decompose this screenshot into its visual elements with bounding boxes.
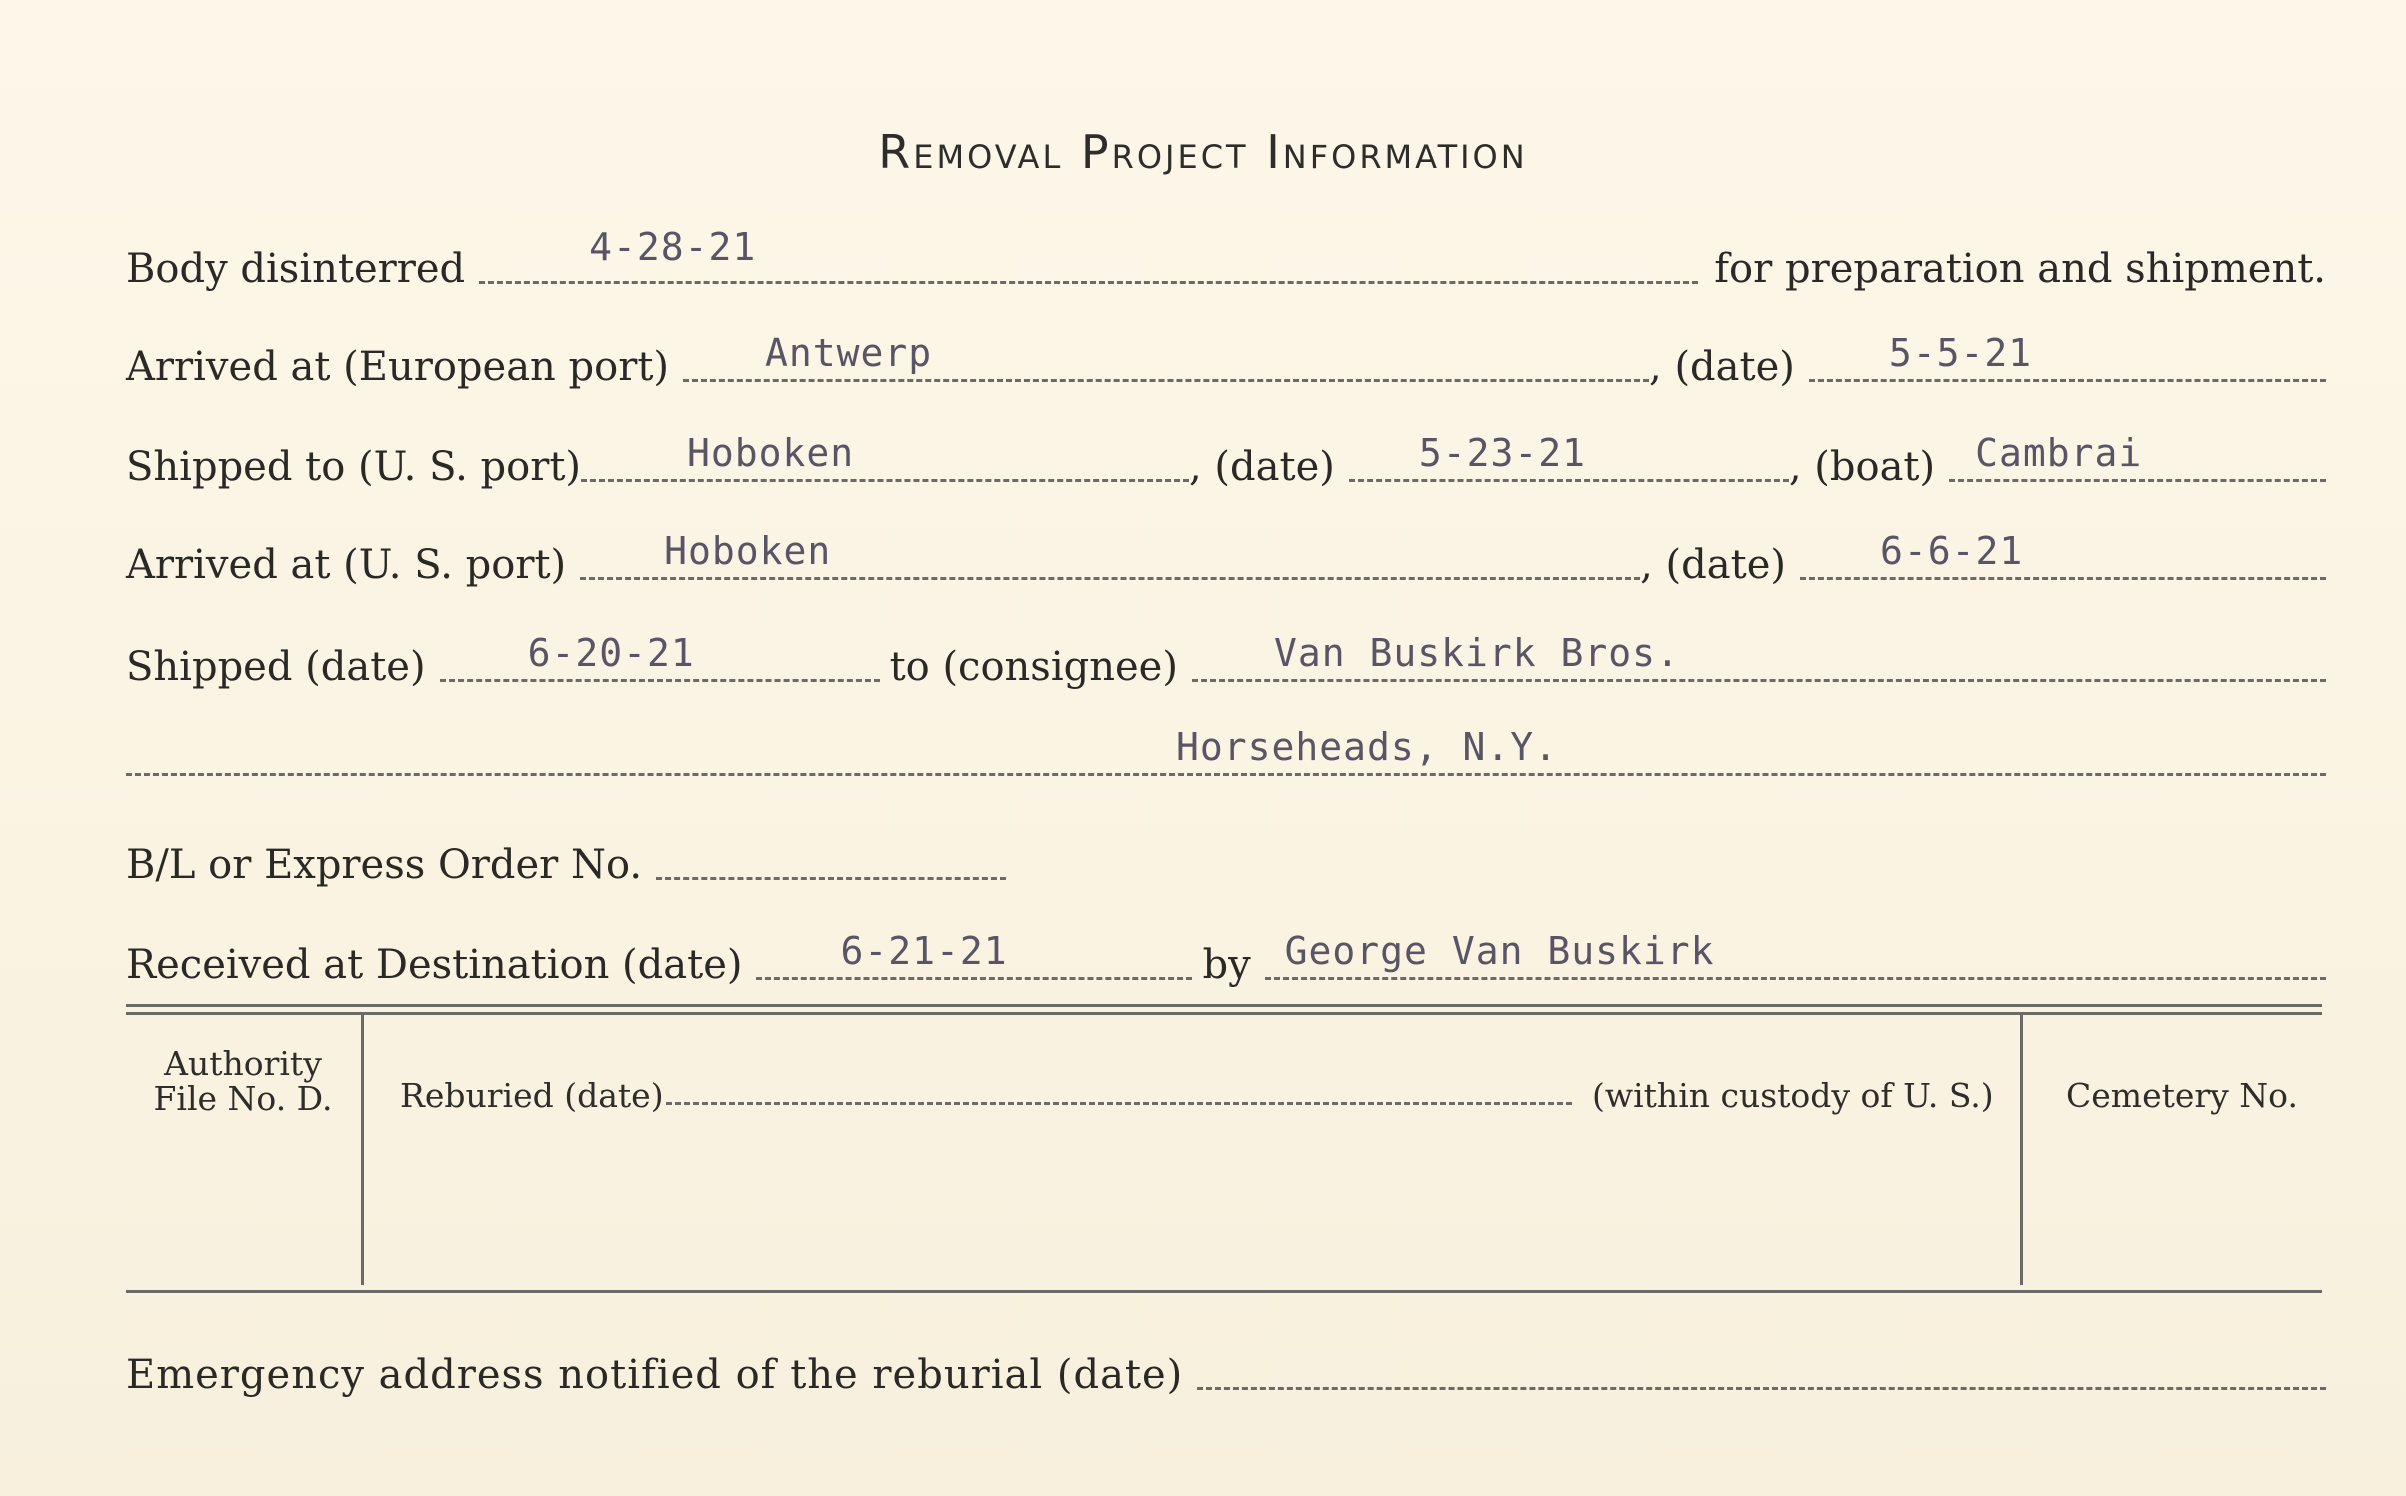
- body-disinterred-label: Body disinterred: [126, 246, 466, 292]
- box-divider-left: [361, 1015, 364, 1285]
- received-destination-label: Received at Destination (date): [126, 942, 743, 988]
- european-date-field[interactable]: [1809, 331, 2326, 382]
- form-title: Removal Project Information: [878, 125, 1528, 179]
- boat-label: , (boat): [1788, 444, 1936, 490]
- us-port-value: Hoboken: [687, 431, 855, 475]
- body-disinterred-value: 4-28-21: [589, 225, 757, 269]
- consignee-address-value: Horseheads, N.Y.: [1176, 725, 1559, 769]
- body-disinterred-field[interactable]: [479, 225, 1698, 284]
- arrived-date-field[interactable]: [1800, 529, 2326, 580]
- reburied-label: Reburied (date): [400, 1076, 664, 1115]
- authority-line-1: Authority: [164, 1044, 322, 1083]
- row-received-destination: [126, 928, 2326, 988]
- box-bottom-rule: [126, 1290, 2322, 1293]
- consignee-address-field[interactable]: [126, 725, 2326, 776]
- row-arrived-us-port: [126, 528, 2326, 588]
- emergency-address-label: Emergency address notified of the reburial (date): [126, 1352, 1184, 1398]
- row-shipped-date: [126, 630, 2326, 690]
- bl-order-label: B/L or Express Order No.: [126, 842, 643, 888]
- arrived-us-port-value: Hoboken: [664, 529, 832, 573]
- european-date-value: 5-5-21: [1888, 331, 2033, 375]
- european-port-field[interactable]: [683, 331, 1649, 382]
- received-by-label: by: [1202, 942, 1251, 988]
- row-body-disinterred: [126, 225, 2326, 292]
- arrived-date-label: , (date): [1640, 542, 1786, 588]
- shipped-date-main-label: Shipped (date): [126, 644, 426, 690]
- row-european-port: [126, 330, 2326, 390]
- european-port-value: Antwerp: [765, 331, 933, 375]
- european-port-label: Arrived at (European port): [126, 344, 670, 390]
- cemetery-number-label: Cemetery No.: [2066, 1076, 2298, 1115]
- european-date-label: , (date): [1649, 344, 1795, 390]
- shipped-date-main-field[interactable]: [440, 631, 880, 682]
- row-shipped-to: [126, 430, 2326, 490]
- row-consignee-address: [126, 724, 2326, 784]
- received-date-value: 6-21-21: [840, 929, 1008, 973]
- custody-label: (within custody of U. S.): [1592, 1076, 1994, 1115]
- authority-line-2: File No. D.: [153, 1079, 333, 1118]
- arrived-date-value: 6-6-21: [1879, 529, 2024, 573]
- shipped-date-field[interactable]: [1349, 431, 1789, 482]
- consignee-label: to (consignee): [889, 644, 1178, 690]
- row-bl-order: [126, 828, 2326, 888]
- received-by-value: George Van Buskirk: [1284, 929, 1715, 973]
- preparation-label: for preparation and shipment.: [1714, 246, 2326, 292]
- shipped-date-label: , (date): [1189, 444, 1335, 490]
- boat-field[interactable]: [1949, 431, 2326, 482]
- consignee-value: Van Buskirk Bros.: [1273, 631, 1680, 675]
- box-top-rule-1: [126, 1004, 2322, 1007]
- consignee-field[interactable]: [1192, 631, 2326, 682]
- shipped-date-value: 5-23-21: [1418, 431, 1586, 475]
- received-by-field[interactable]: [1265, 929, 2326, 980]
- reburied-date-field[interactable]: [666, 1102, 1572, 1105]
- emergency-date-field[interactable]: [1197, 1347, 2326, 1390]
- shipped-date-main-value: 6-20-21: [527, 631, 695, 675]
- received-date-field[interactable]: [756, 929, 1192, 980]
- shipped-to-label: Shipped to (U. S. port): [126, 444, 581, 490]
- arrived-us-port-label: Arrived at (U. S. port): [126, 542, 567, 588]
- box-divider-right: [2020, 1015, 2023, 1285]
- us-port-field[interactable]: [581, 431, 1189, 482]
- arrived-us-port-field[interactable]: [580, 529, 1640, 580]
- authority-file-label: [130, 1046, 356, 1116]
- box-top-rule-2: [126, 1012, 2322, 1015]
- bl-order-field[interactable]: [656, 837, 1006, 880]
- boat-value: Cambrai: [1975, 431, 2143, 475]
- row-emergency-address: [126, 1338, 2326, 1398]
